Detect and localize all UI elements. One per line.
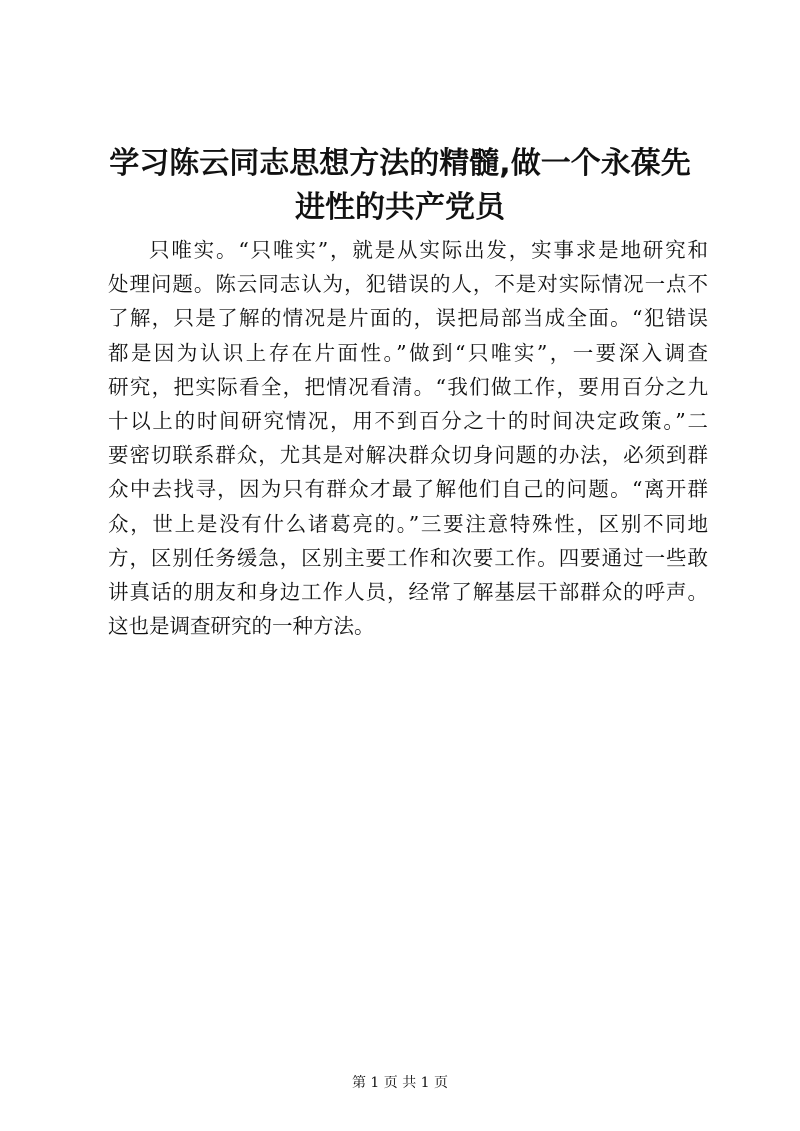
body-paragraph: [108, 233, 708, 643]
page-footer: 第 1 页 共 1 页: [351, 1075, 449, 1091]
body-line-3: 了解，只是了解的情况是片面的，误把局部当成全面。“犯错误: [108, 306, 708, 331]
body-line-12: 这也是调查研究的一种方法。: [108, 614, 375, 639]
body-line-1: 只唯实。“只唯实”，就是从实际出发，实事求是地研究和: [149, 238, 708, 262]
title-line-2: 进性的共产党员: [295, 190, 505, 225]
body-line-4: 都是因为认识上存在片面性。”做到“只唯实”，一要深入调查: [108, 340, 708, 365]
body-line-10: 方，区别任务缓急，区别主要工作和次要工作。四要通过一些敢: [108, 545, 708, 570]
body-line-5: 研究，把实际看全，把情况看清。“我们做工作，要用百分之九: [108, 374, 708, 399]
body-line-8: 众中去找寻，因为只有群众才最了解他们自己的问题。“离开群: [108, 477, 708, 502]
body-line-2: 处理问题。陈云同志认为，犯错误的人，不是对实际情况一点不: [108, 272, 708, 297]
title-line-1: 学习陈云同志思想方法的精髓,做一个永葆先: [109, 146, 691, 181]
body-line-7: 要密切联系群众，尤其是对解决群众切身问题的办法，必须到群: [108, 443, 708, 468]
body-line-9: 众，世上是没有什么诸葛亮的。”三要注意特殊性，区别不同地: [108, 511, 708, 536]
body-line-6: 十以上的时间研究情况，用不到百分之十的时间决定政策。”二: [108, 408, 708, 433]
document-title: [96, 142, 704, 230]
body-line-11: 讲真话的朋友和身边工作人员，经常了解基层干部群众的呼声。: [108, 579, 708, 604]
